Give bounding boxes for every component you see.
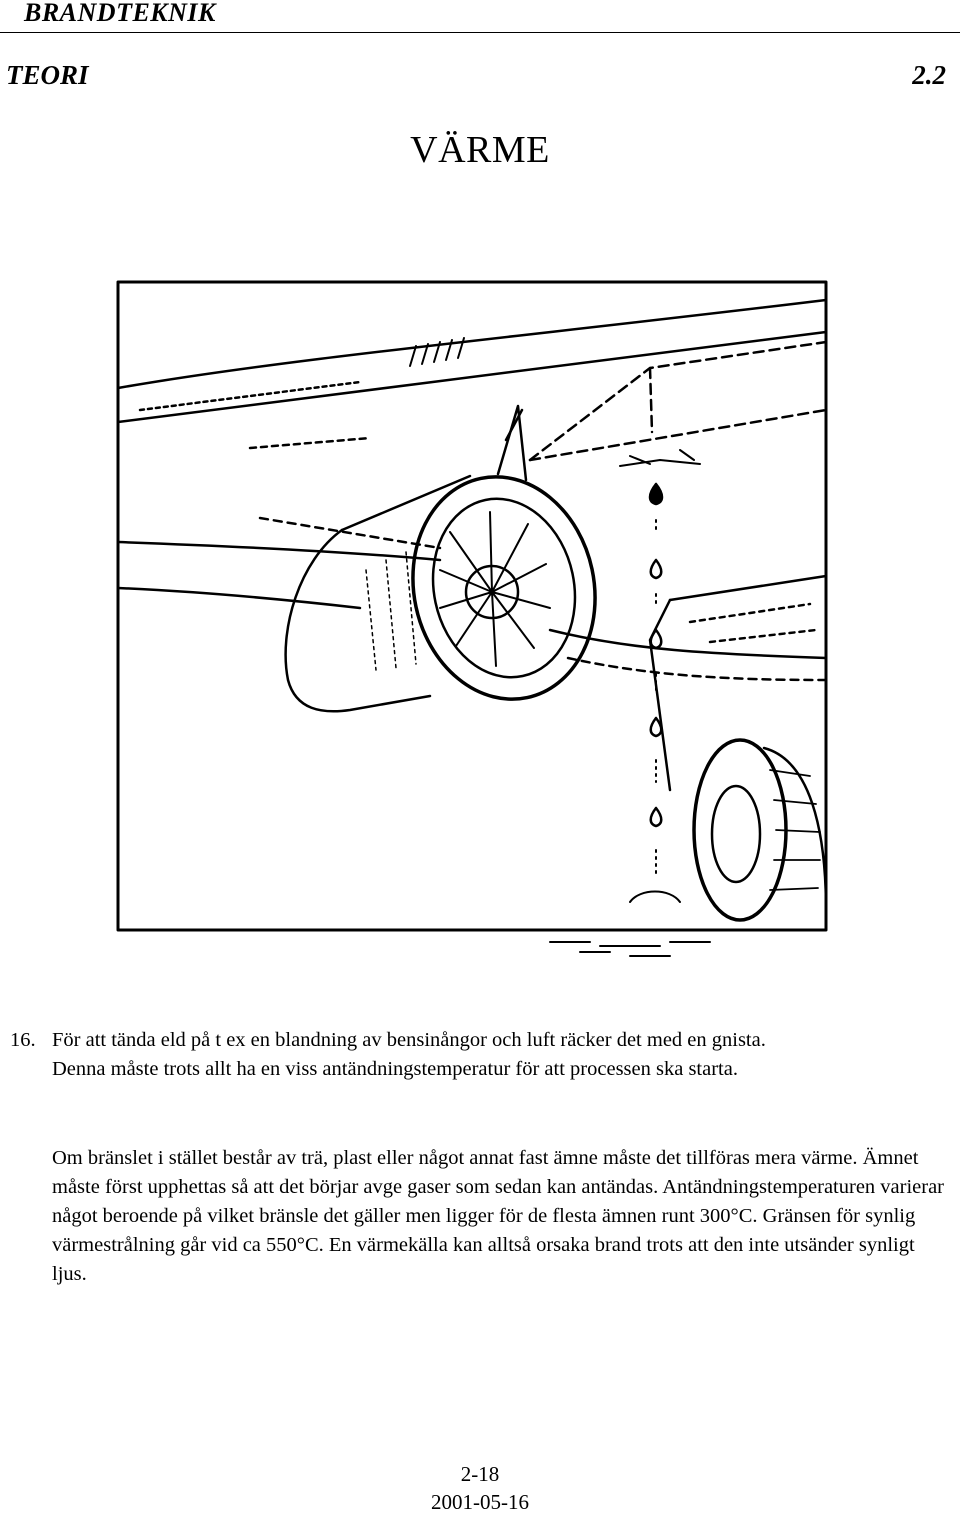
section-number: 2.2 bbox=[912, 60, 946, 90]
paragraph-1-line-2: Denna måste trots allt ha en viss antändningstemperatur för att processen ska starta. bbox=[52, 1058, 738, 1080]
body-paragraph-1 bbox=[10, 1026, 940, 1084]
body-paragraph-2: Om bränslet i stället består av trä, plast eller något annat fast ämne måste det tillföras mera värme. Ämnet måste först upphettas så att det börjar avge gaser som sedan kan antändas. Antändningstemperaturen varierar något beroende på vilket bränsle det gäller men ligger för de flesta ämnen runt 300°C. Gränsen för synlig värmestrålning går vid ca 550°C. En värmekälla kan alltså orsaka brand trots att den inte utsänder synligt ljus. bbox=[52, 1147, 945, 1285]
paragraph-1-line-1-text: För att tända eld på t ex en blandning av bensinångor och luft räcker det med en gnista. bbox=[52, 1029, 766, 1051]
item-number: 16. bbox=[10, 1029, 36, 1051]
footer-date: 2001-05-16 bbox=[431, 1490, 529, 1514]
paragraph-1-line-1 bbox=[10, 1026, 940, 1055]
section-label: TEORI bbox=[6, 60, 89, 90]
footer-page-number: 2-18 bbox=[460, 1462, 500, 1486]
engine-fuel-leak-illustration bbox=[110, 270, 840, 960]
header-divider bbox=[0, 32, 960, 33]
page-title: VÄRME bbox=[410, 129, 550, 171]
header-brand: BRANDTEKNIK bbox=[24, 0, 216, 27]
